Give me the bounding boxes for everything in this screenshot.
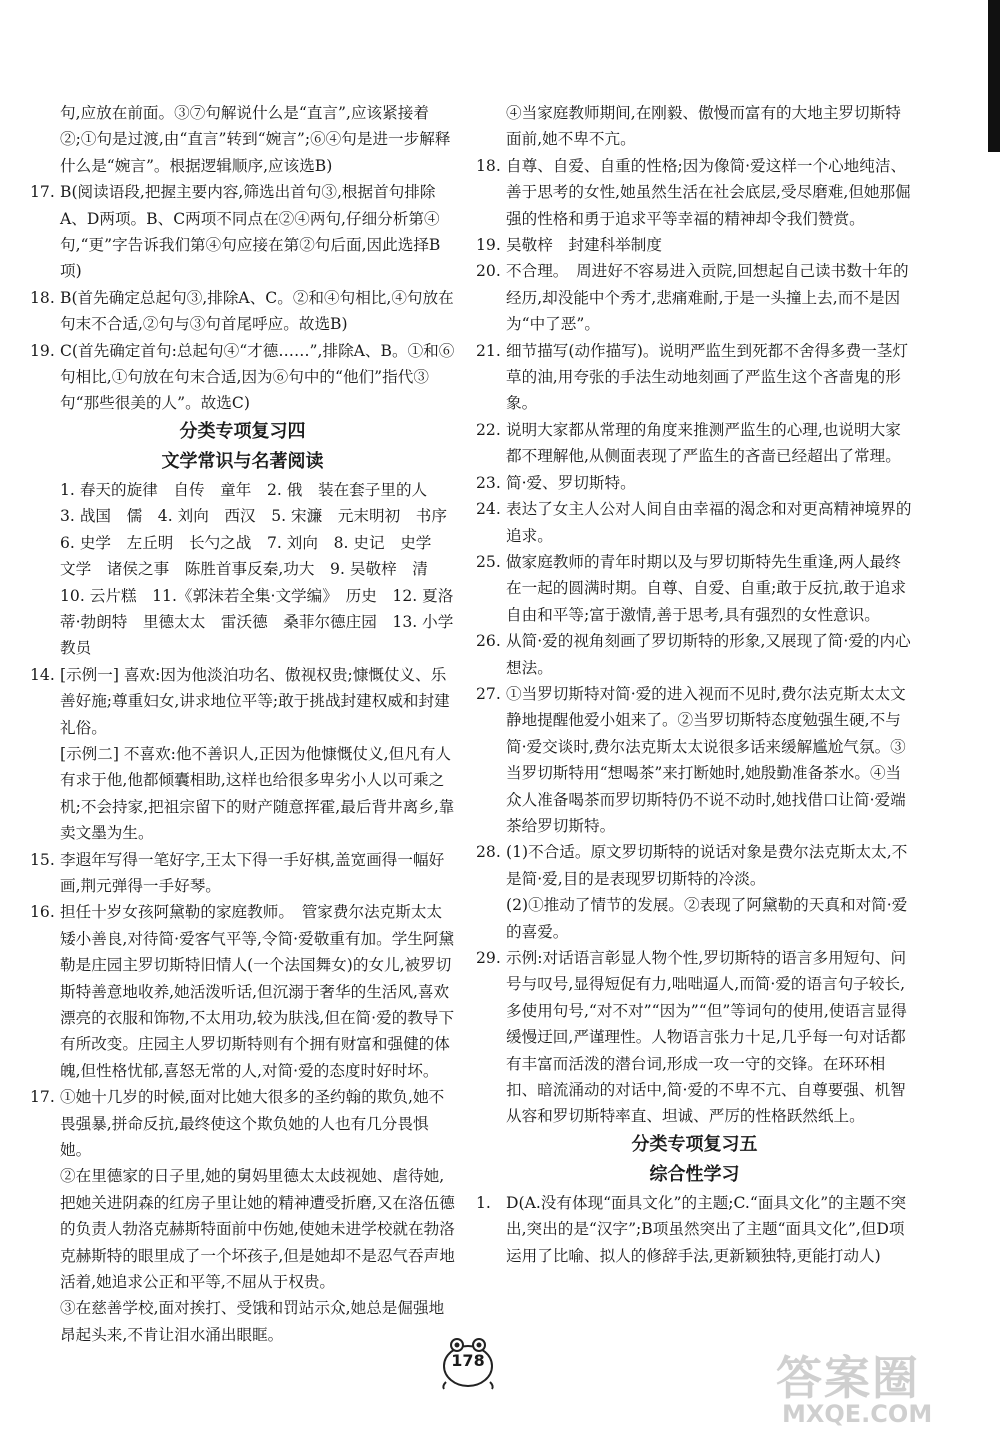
section-title: 综合性学习 bbox=[649, 1163, 740, 1185]
answer-text: 不合理。 周进好不容易进入贡院,回想起自己读书数十年的经历,却没能中个秀才,悲痛难耐,于是一头撞上去,而不是因为“中了恶”。 bbox=[506, 262, 909, 334]
answer-text: (1)不合适。原文罗切斯特的说话对象是费尔法克斯太太,不是简·爱,目的是表现罗切斯特的冷淡。 bbox=[506, 843, 908, 888]
answer-number: 25. bbox=[476, 552, 501, 571]
answer-item bbox=[476, 549, 913, 628]
answer-item bbox=[476, 153, 913, 232]
answer-text: ①当罗切斯特对简·爱的进入视而不见时,费尔法克斯太太文静地提醒他爱小姐来了。②当罗切斯特态度勉强生硬,不与简·爱交谈时,费尔法克斯太太说很多话来缓解尴尬气氛。③当罗切斯特用“想喝茶”来打断她时,她殷勤准备茶水。④当众人准备喝茶而罗切斯特仍不说不动时,她找借口让简·爱端茶给罗切斯特。 bbox=[506, 684, 906, 835]
answer-text: D(A.没有体现“面具文化”的主题;C.“面具文化”的主题不突出,突出的是“汉字”;B项虽然突出了主题“面具文化”,但D项运用了比喻、拟人的修辞手法,更新颖独特,更能打动人) bbox=[506, 1193, 907, 1265]
answer-number: 17. bbox=[30, 183, 55, 202]
answer-continuation: (2)①推动了情节的发展。②表现了阿黛勒的天真和对简·爱的喜爱。 bbox=[506, 896, 908, 941]
page-number-badge bbox=[440, 1334, 496, 1390]
answer-number: 17. bbox=[30, 1088, 55, 1107]
answer-line: 10. 云片糕 11.《郭沫若全集·文学编》 历史 12. 夏洛蒂·勃朗特 里德太太 雷沃德 桑菲尔德庄园 13. 小学教员 bbox=[60, 586, 454, 658]
answer-text: 做家庭教师的青年时期以及与罗切斯特先生重逢,两人最终在一起的圆满时期。自尊、自爱、自重;敢于反抗,敢于追求自由和平等;富于激情,善于思考,具有强烈的女性意识。 bbox=[506, 552, 907, 624]
answer-line: 3. 战国 儒 4. 刘向 西汉 5. 宋濂 元末明初 书序 6. 史学 左丘明 长勺之战 7. 刘向 8. 史记 史学 文学 诸侯之事 陈胜首事反秦,功大 9. 吴敬梓 清 bbox=[60, 507, 463, 579]
answer-number: 14. bbox=[30, 665, 55, 684]
answer-number: 16. bbox=[30, 903, 55, 922]
answer-item bbox=[476, 496, 913, 549]
answer-number: 28. bbox=[476, 843, 501, 862]
answer-number: 19. bbox=[30, 341, 55, 360]
answer-number: 29. bbox=[476, 949, 501, 967]
answer-item bbox=[30, 179, 455, 285]
watermark-en: MXQE.COM bbox=[782, 1400, 933, 1428]
answer-item bbox=[30, 847, 455, 900]
answer-item bbox=[30, 1084, 455, 1163]
answer-text: 担任十岁女孩阿黛勒的家庭教师。 管家费尔法克斯太太矮小善良,对待简·爱客气平等,令简·爱敬重有加。学生阿黛勒是庄园主罗切斯特旧情人(一个法国舞女)的女儿,被罗切斯特善意地收养,她活泼听话,但沉溺于奢华的生活风,喜欢漂亮的衣服和饰物,不太用功,较为肤浅,但在简·爱的教导下有所改变。庄园主人罗切斯特则有个拥有财富和强健的体魄,但性格忧郁,喜怒无常的人,对简·爱的态度时好时坏。 bbox=[60, 903, 455, 1080]
answer-item bbox=[476, 258, 913, 337]
answer-text: [示例一] 喜欢:因为他淡泊功名、傲视权贵;慷慨仗义、乐善好施;尊重妇女,讲求地位平等;敢于挑战封建权威和封建礼俗。 bbox=[60, 665, 450, 737]
answer-continuation: [示例二] 不喜欢:他不善识人,正因为他慷慨仗义,但凡有人有求于他,他都倾囊相助,这样也给很多卑劣小人以可乘之机;不会持家,把祖宗留下的财产随意挥霍,最后背井离乡,靠卖文墨为生。 bbox=[60, 744, 455, 843]
answer-item bbox=[476, 232, 913, 258]
section-title: 文学常识与名著阅读 bbox=[161, 450, 324, 472]
right-column bbox=[476, 100, 913, 1269]
answer-text: ①她十几岁的时候,面对比她大很多的圣约翰的欺负,她不畏强暴,拼命反抗,最终使这个欺负她的人也有几分畏惧她。 bbox=[60, 1088, 445, 1160]
answer-number: 1. bbox=[476, 1193, 491, 1212]
answer-text: 表达了女主人公对人间自由幸福的渴念和对更高精神境界的追求。 bbox=[506, 500, 912, 545]
answer-item bbox=[476, 338, 913, 417]
answer-number: 21. bbox=[476, 341, 501, 360]
section-title: 分类专项复习四 bbox=[179, 420, 306, 442]
answer-continuation: ②在里德家的日子里,她的舅妈里德太太歧视她、虐待她,把她关进阴森的红房子里让她的精神遭受折磨,又在洛伍德的负责人勃洛克赫斯特面前中伤她,使她未进学校就在勃洛克赫斯特的眼里成了一个坏孩子,但是她却不是忍气吞声地活着,她追求公正和平等,不屈从于权贵。 bbox=[60, 1167, 455, 1292]
page-number: 178 bbox=[451, 1351, 485, 1370]
answer-text: B(阅读语段,把握主要内容,筛选出首句③,根据首句排除A、D两项。B、C两项不同点在②④两句,仔细分析第④句,“更”字告诉我们第④句应接在第②句后面,因此选择B项) bbox=[60, 183, 441, 281]
page-edge-tab bbox=[988, 0, 1000, 152]
answer-item bbox=[476, 628, 913, 681]
answer-item bbox=[476, 839, 913, 892]
answer-text: 示例:对话语言彰显人物个性,罗切斯特的语言多用短句、问号与叹号,显得短促有力,咄咄逼人,而简·爱的语言句子较长,多使用句号,“对不对”“因为”“但”等词句的使用,使语言显得缓慢迂回,严谨理性。人物语言张力十足,几乎每一句对话都有丰富而活泼的潜台词,形成一攻一守的交锋。在环环相扣、暗流涌动的对话中,简·爱的不卑不亢、自尊要强、机智从容和罗切斯特率直、坦诚、严厉的性格跃然纸上。 bbox=[506, 949, 907, 1126]
answer-continuation: ③在慈善学校,面对挨打、受饿和罚站示众,她总是倔强地昂起头来,不肯让泪水涌出眼眶。 bbox=[60, 1299, 445, 1344]
site-watermark bbox=[772, 1342, 994, 1436]
answer-item bbox=[476, 417, 913, 470]
answer-item bbox=[30, 338, 455, 417]
left-column bbox=[30, 100, 463, 1348]
answer-number: 18. bbox=[476, 156, 501, 175]
answer-number: 19. bbox=[476, 236, 501, 255]
answer-item bbox=[30, 662, 455, 741]
answer-item bbox=[30, 285, 455, 338]
answer-continuation: 句,应放在前面。③⑦句解说什么是“直言”,应该紧接着②;①句是过渡,由“直言”转到“婉言”;⑥④句是进一步解释什么是“婉言”。根据逻辑顺序,应该选B) bbox=[60, 104, 451, 175]
answer-item bbox=[476, 945, 913, 1130]
answer-continuation: ④当家庭教师期间,在刚毅、傲慢而富有的大地主罗切斯特面前,她不卑不亢。 bbox=[506, 104, 901, 149]
answer-number: 26. bbox=[476, 632, 501, 651]
answer-number: 24. bbox=[476, 500, 501, 519]
watermark-cn: 答案圈 bbox=[776, 1351, 920, 1405]
answer-text: 说明大家都从常理的角度来推测严监生的心理,也说明大家都不理解他,从侧面表现了严监生的吝啬已经超出了常理。 bbox=[506, 420, 901, 466]
answer-text: C(首先确定首句:总起句④“才德……”,排除A、B。①和⑥句相比,①句放在句末合适,因为⑥句中的“他们”指代③句“那些很美的人”。故选C) bbox=[60, 341, 455, 413]
answer-text: 从简·爱的视角刻画了罗切斯特的形象,又展现了简·爱的内心想法。 bbox=[506, 632, 911, 677]
answer-number: 15. bbox=[30, 850, 55, 869]
answer-number: 27. bbox=[476, 684, 501, 703]
answer-text: B(首先确定总起句③,排除A、C。②和④句相比,④句放在句末不合适,②句与③句首尾呼应。故选B) bbox=[60, 288, 454, 334]
answer-number: 20. bbox=[476, 262, 501, 281]
answer-number: 23. bbox=[476, 473, 501, 492]
answer-text: 细节描写(动作描写)。说明严监生到死都不舍得多费一茎灯草的油,用夸张的手法生动地刻画了严监生这个吝啬鬼的形象。 bbox=[506, 341, 909, 413]
answer-item bbox=[476, 681, 913, 839]
answer-text: 吴敬梓 封建科举制度 bbox=[506, 236, 662, 255]
answer-text: 自尊、自爱、自重的性格;因为像简·爱这样一个心地纯洁、善于思考的女性,她虽然生活在社会底层,受尽磨难,但她那倔强的性格和勇于追求平等幸福的精神却令我们赞赏。 bbox=[506, 156, 911, 228]
answer-text: 简·爱、罗切斯特。 bbox=[506, 473, 636, 492]
answer-item bbox=[30, 899, 455, 1084]
answer-text: 李遐年写得一笔好字,王太下得一手好棋,盖宽画得一幅好画,荆元弹得一手好琴。 bbox=[60, 850, 445, 895]
answer-line: 1. 春天的旋律 自传 童年 2. 俄 装在套子里的人 bbox=[60, 480, 428, 499]
answer-item bbox=[476, 470, 913, 496]
answer-number: 22. bbox=[476, 420, 501, 439]
answer-item bbox=[476, 1190, 913, 1269]
section-title: 分类专项复习五 bbox=[631, 1133, 758, 1155]
answer-number: 18. bbox=[30, 288, 55, 307]
